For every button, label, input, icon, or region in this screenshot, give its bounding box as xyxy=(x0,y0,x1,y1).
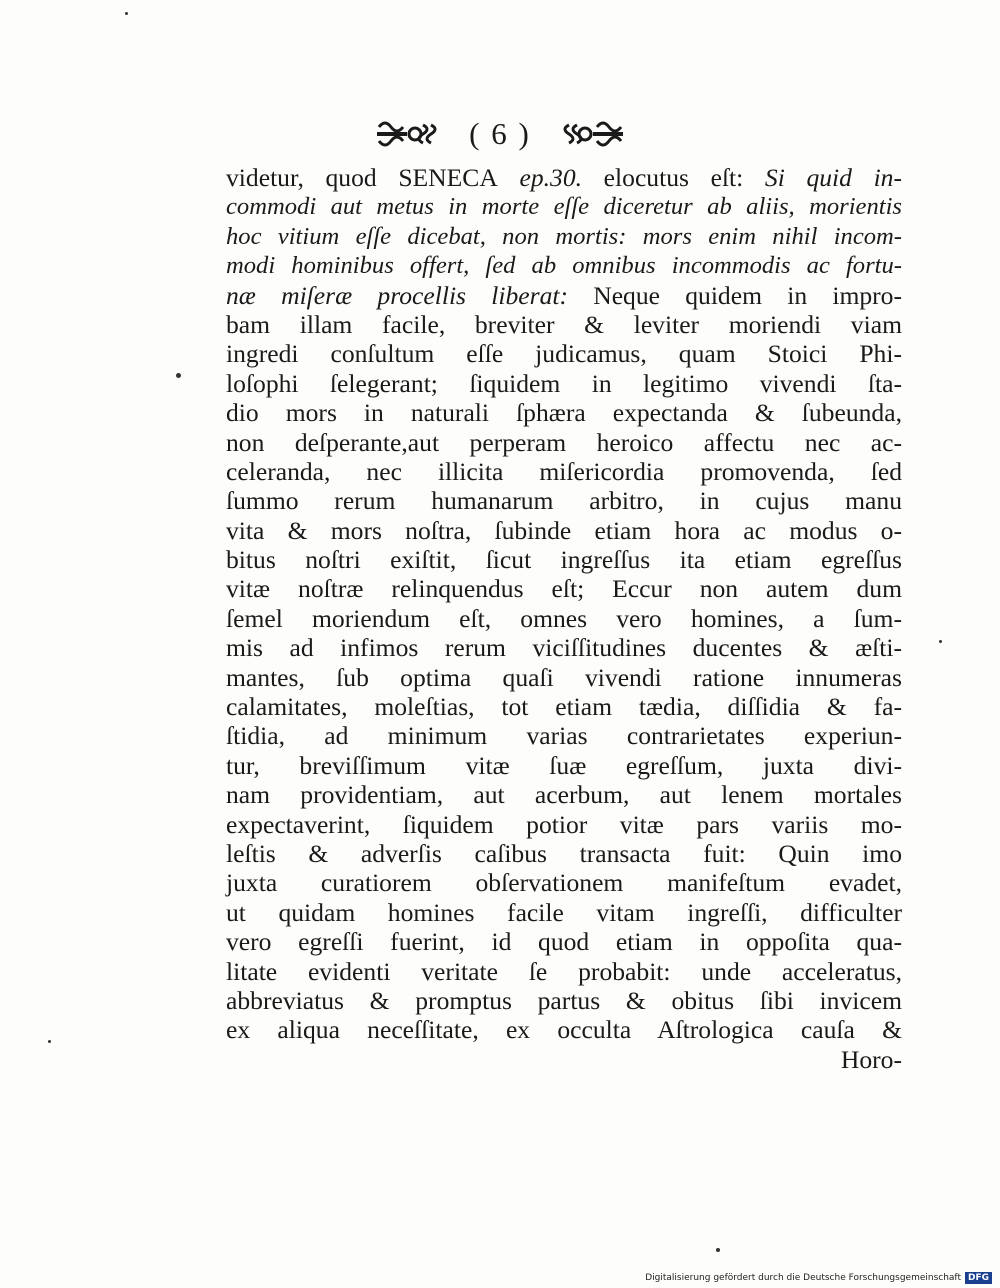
text-line: litate evidenti veritate ſe probabit: unde acceleratus, xyxy=(226,956,902,986)
text-line: mis ad infimos rerum viciſſitudines ducentes & æſti- xyxy=(226,633,902,663)
scan-speck xyxy=(716,1248,720,1252)
text-line: calamitates, moleſtias, tot etiam tædia, diſſidia & fa- xyxy=(226,692,902,722)
credit-text: Digitalisierung gefördert durch die Deutsche Forschungsgemeinschaft xyxy=(645,1273,961,1283)
text-line: ſummo rerum humanarum arbitro, in cujus manu xyxy=(226,486,902,516)
text-line: ex aliqua neceſſitate, ex occulta Aſtrologica cauſa & xyxy=(226,1015,902,1045)
digitization-credit xyxy=(645,1272,992,1284)
text-line-quotation: hoc vitium eſſe dicebat, non mortis: mors enim nihil incom- xyxy=(226,222,902,250)
quotation: Si quid in- xyxy=(764,163,902,192)
text-line: vero egreſſi fuerint, id quod etiam in oppoſita qua- xyxy=(226,927,902,957)
text-line: vita & mors noſtra, ſubinde etiam hora ac modus o- xyxy=(226,515,902,545)
scan-speck xyxy=(125,12,128,15)
right-fleuron-ornament-icon xyxy=(559,117,625,151)
citation: ep.30. xyxy=(497,163,583,192)
text-line: videtur, quod SENECA ep.30. elocutus eſt: Si quid in- xyxy=(226,163,902,192)
page-number: ( 6 ) xyxy=(469,116,531,151)
text-line-quotation: modi hominibus offert, ſed ab omnibus incommodis ac fortu- xyxy=(226,252,902,280)
text-line: vitæ noſtræ relinquendus eſt; Eccur non autem dum xyxy=(226,574,902,604)
author-name: SENECA xyxy=(398,163,498,192)
text-line: tur, breviſſimum vitæ ſuæ egreſſum, juxta divi- xyxy=(226,750,902,780)
text-line: ingredi conſultum eſſe judicamus, quam Stoici Phi- xyxy=(226,339,902,369)
text-line: bitus noſtri exiſtit, ſicut ingreſſus ita etiam egreſſus xyxy=(226,545,902,575)
page-header xyxy=(0,112,1000,156)
body-text xyxy=(226,163,902,1074)
text-line: ut quidam homines facile vitam ingreſſi, difficulter xyxy=(226,897,902,927)
scan-speck xyxy=(939,640,942,643)
text-line: nam providentiam, aut acerbum, aut lenem mortales xyxy=(226,780,902,810)
text-line: juxta curatiorem obſervationem manifeſtum evadet, xyxy=(226,868,902,898)
text-line: ſtidia, ad minimum varias contrarietates experiun- xyxy=(226,721,902,751)
text-line: dio mors in naturali ſphæra expectanda & ſubeunda, xyxy=(226,398,902,428)
text-line: bam illam facile, breviter & leviter moriendi viam xyxy=(226,309,902,339)
dfg-logo: DFG xyxy=(965,1272,992,1284)
scan-speck xyxy=(48,1040,51,1043)
quotation: næ miſeræ procellis liberat: xyxy=(226,280,568,310)
text-line: celeranda, nec illicita miſericordia promovenda, ſed xyxy=(226,456,902,486)
text-line: non deſperante,aut perperam heroico affectu nec ac- xyxy=(226,427,902,457)
left-fleuron-ornament-icon xyxy=(375,117,441,151)
text-line: mantes, ſub optima quaſi vivendi ratione innumeras xyxy=(226,662,902,692)
text-line-quotation: commodi aut metus in morte eſſe diceretur ab aliis, morientis xyxy=(226,193,902,221)
catchword: Horo- xyxy=(840,1044,902,1074)
scan-speck xyxy=(176,373,181,378)
text-line: expectaverint, ſiquidem potior vitæ pars variis mo- xyxy=(226,809,902,839)
text-line: leſtis & adverſis caſibus transacta fuit: Quin imo xyxy=(226,838,902,868)
text-line: næ miſeræ procellis liberat: Neque quidem in impro- xyxy=(226,280,902,310)
text-line: ſemel moriendum eſt, omnes vero homines, a ſum- xyxy=(226,603,902,633)
text-line: abbreviatus & promptus partus & obitus ſibi invicem xyxy=(226,985,902,1015)
text-line: loſophi ſelegerant; ſiquidem in legitimo vivendi ſta- xyxy=(226,368,902,398)
